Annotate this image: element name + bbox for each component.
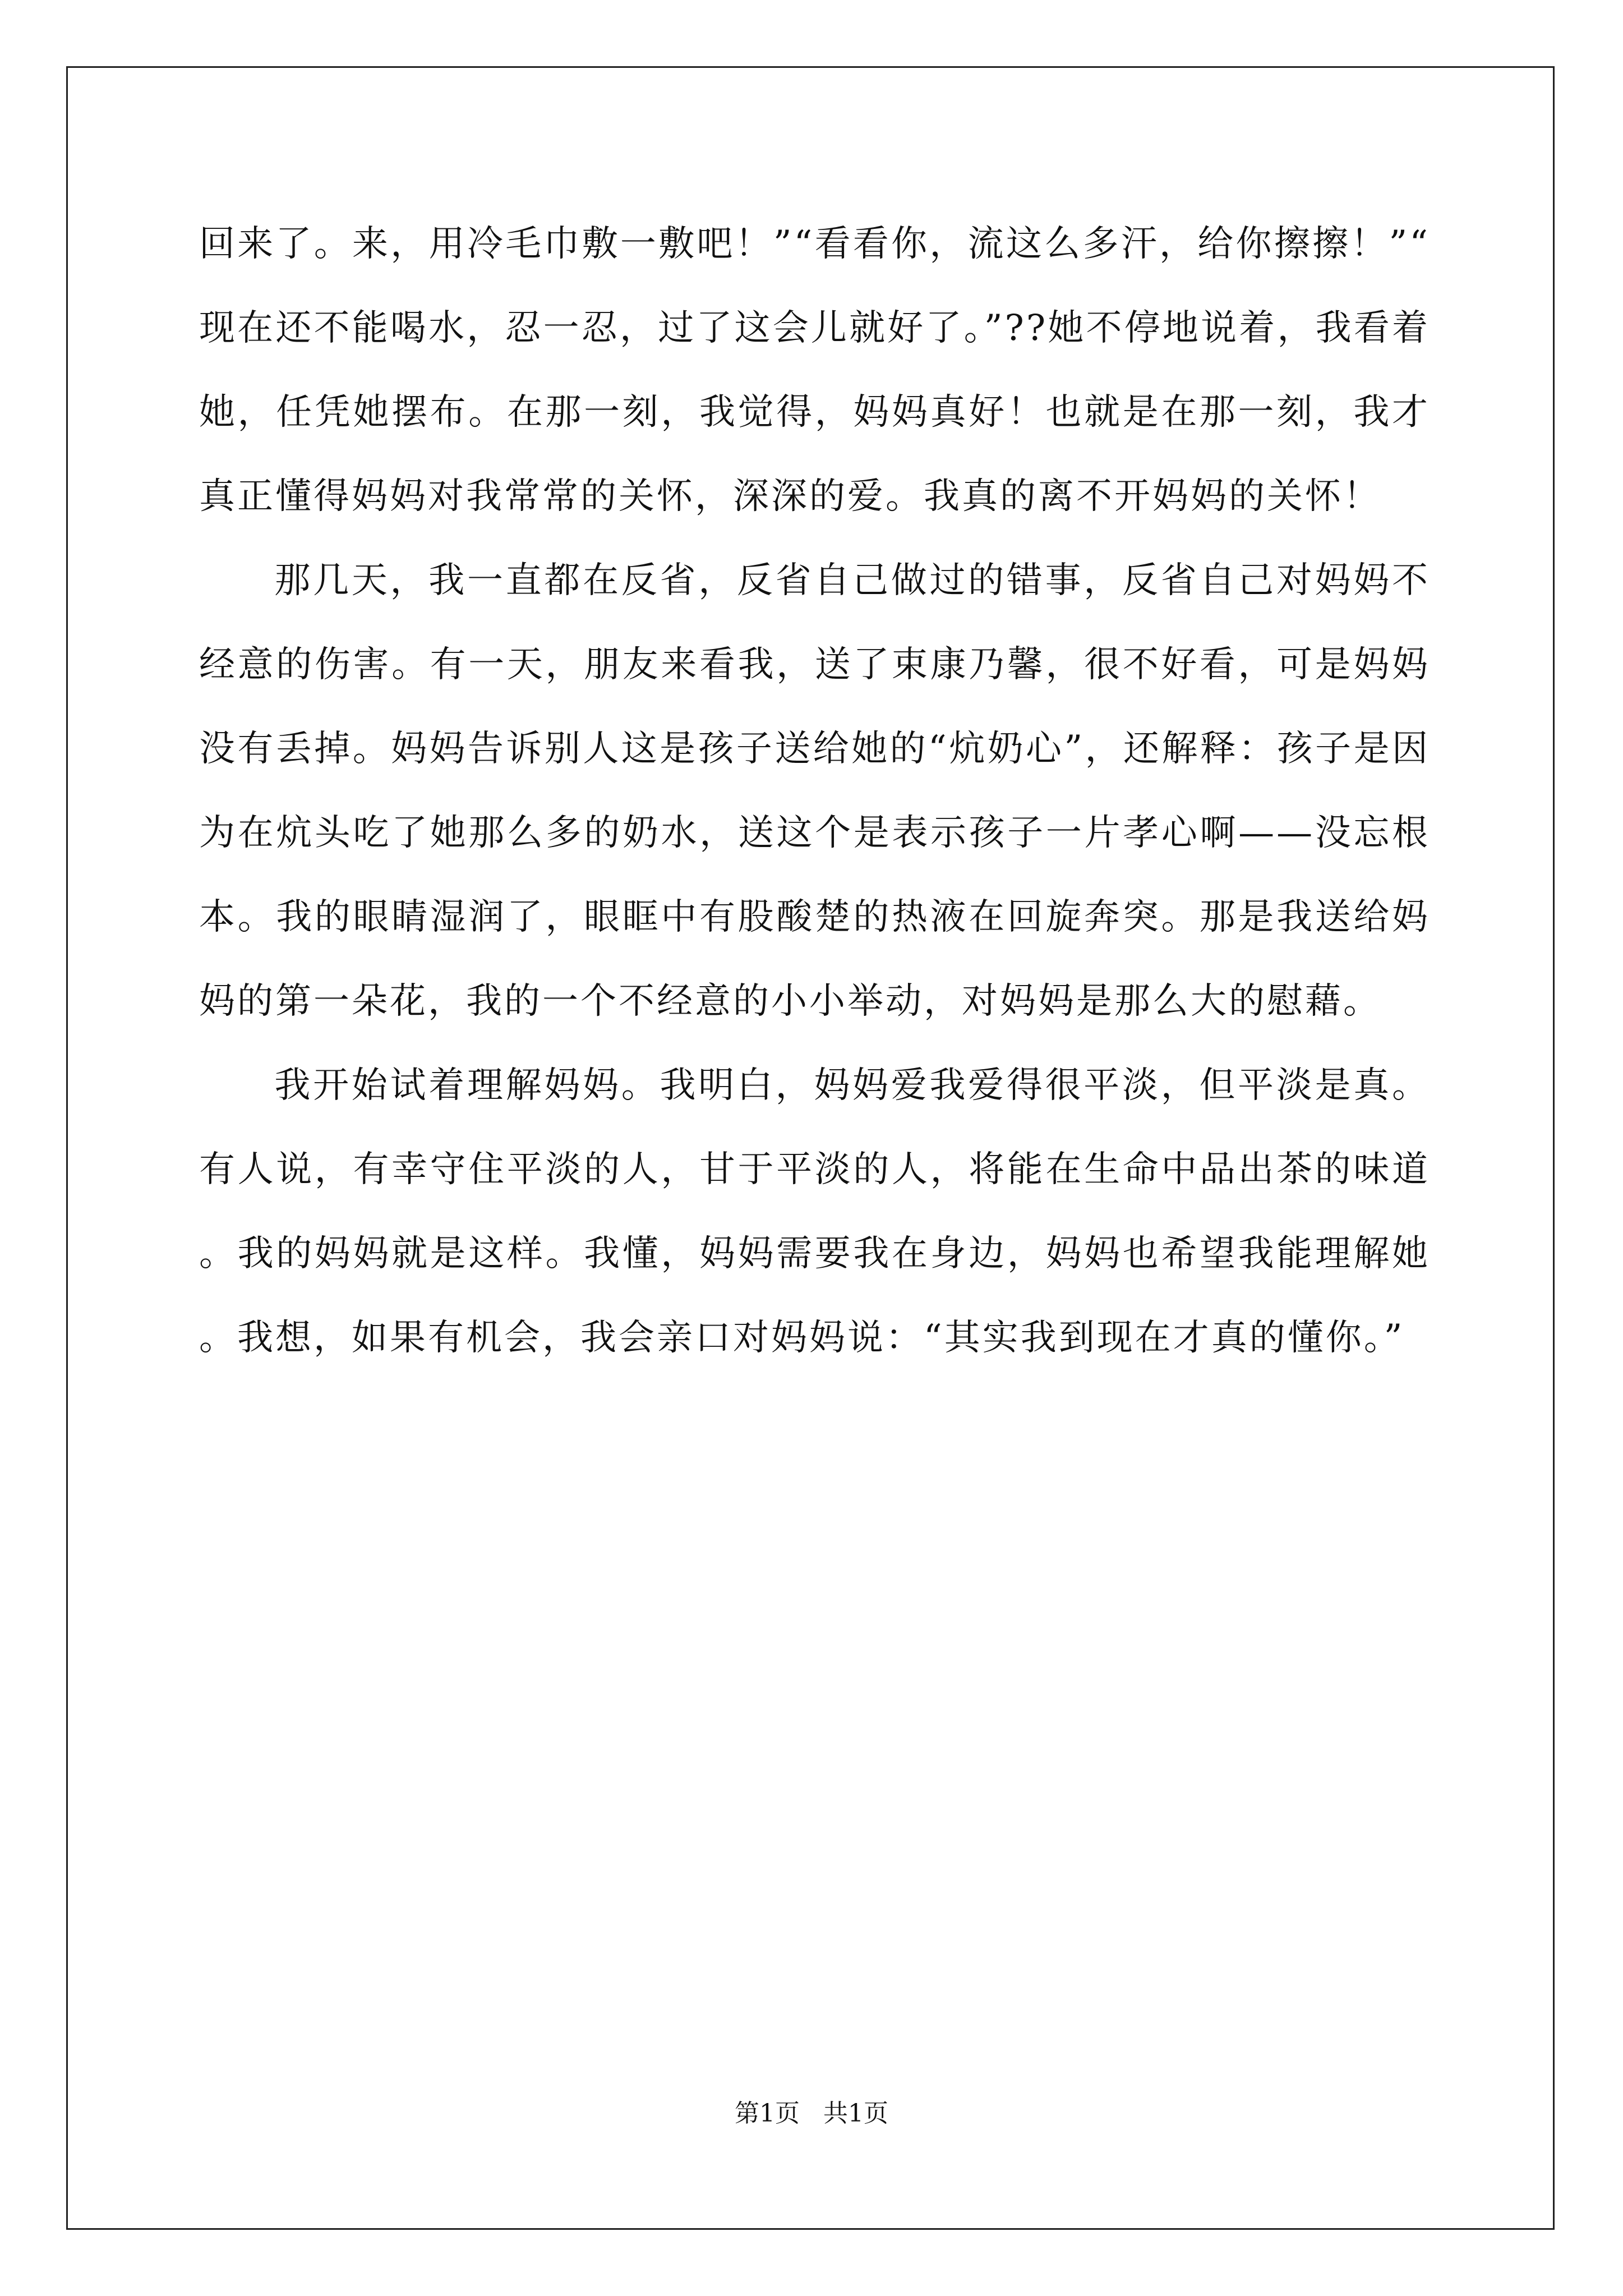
paragraph-2: 那几天，我一直都在反省，反省自己做过的错事，反省自己对妈妈不经意的伤害。有一天，朋友来看我，送了束康乃馨，很不好看，可是妈妈没有丢掉。妈妈告诉别人这是孩子送给她的“炕奶心”，还解释：孩子是因为在炕头吃了她那么多的奶水，送这个是表示孩子一片孝心啊——没忘根本。我的眼睛湿润了，眼眶中有股酸楚的热液在回旋奔突。那是我送给妈妈的第一朵花，我的一个不经意的小小举动，对妈妈是那么大的慰藉。 xyxy=(199,560,1430,1022)
paragraph-1: 回来了。来，用冷毛巾敷一敷吧！”“看看你，流这么多汗，给你擦擦！”“现在还不能喝水，忍一忍，过了这会儿就好了。”??她不停地说着，我看着她，任凭她摆布。在那一刻，我觉得，妈妈真好！也就是在那一刻，我才真正懂得妈妈对我常常的关怀，深深的爱。我真的离不开妈妈的关怀！ xyxy=(199,223,1430,517)
paragraph-3: 我开始试着理解妈妈。我明白，妈妈爱我爱得很平淡，但平淡是真。有人说，有幸守住平淡的人，甘于平淡的人，将能在生命中品出茶的味道。我的妈妈就是这样。我懂，妈妈需要我在身边，妈妈也希望我能理解她。我想，如果有机会，我会亲口对妈妈说：“其实我到现在才真的懂你。” xyxy=(199,1065,1430,1359)
page-footer xyxy=(0,2097,1623,2131)
document-body xyxy=(199,202,1430,1380)
page-number-current: 第1页 xyxy=(735,2099,800,2128)
page-number-total: 共1页 xyxy=(823,2099,888,2128)
